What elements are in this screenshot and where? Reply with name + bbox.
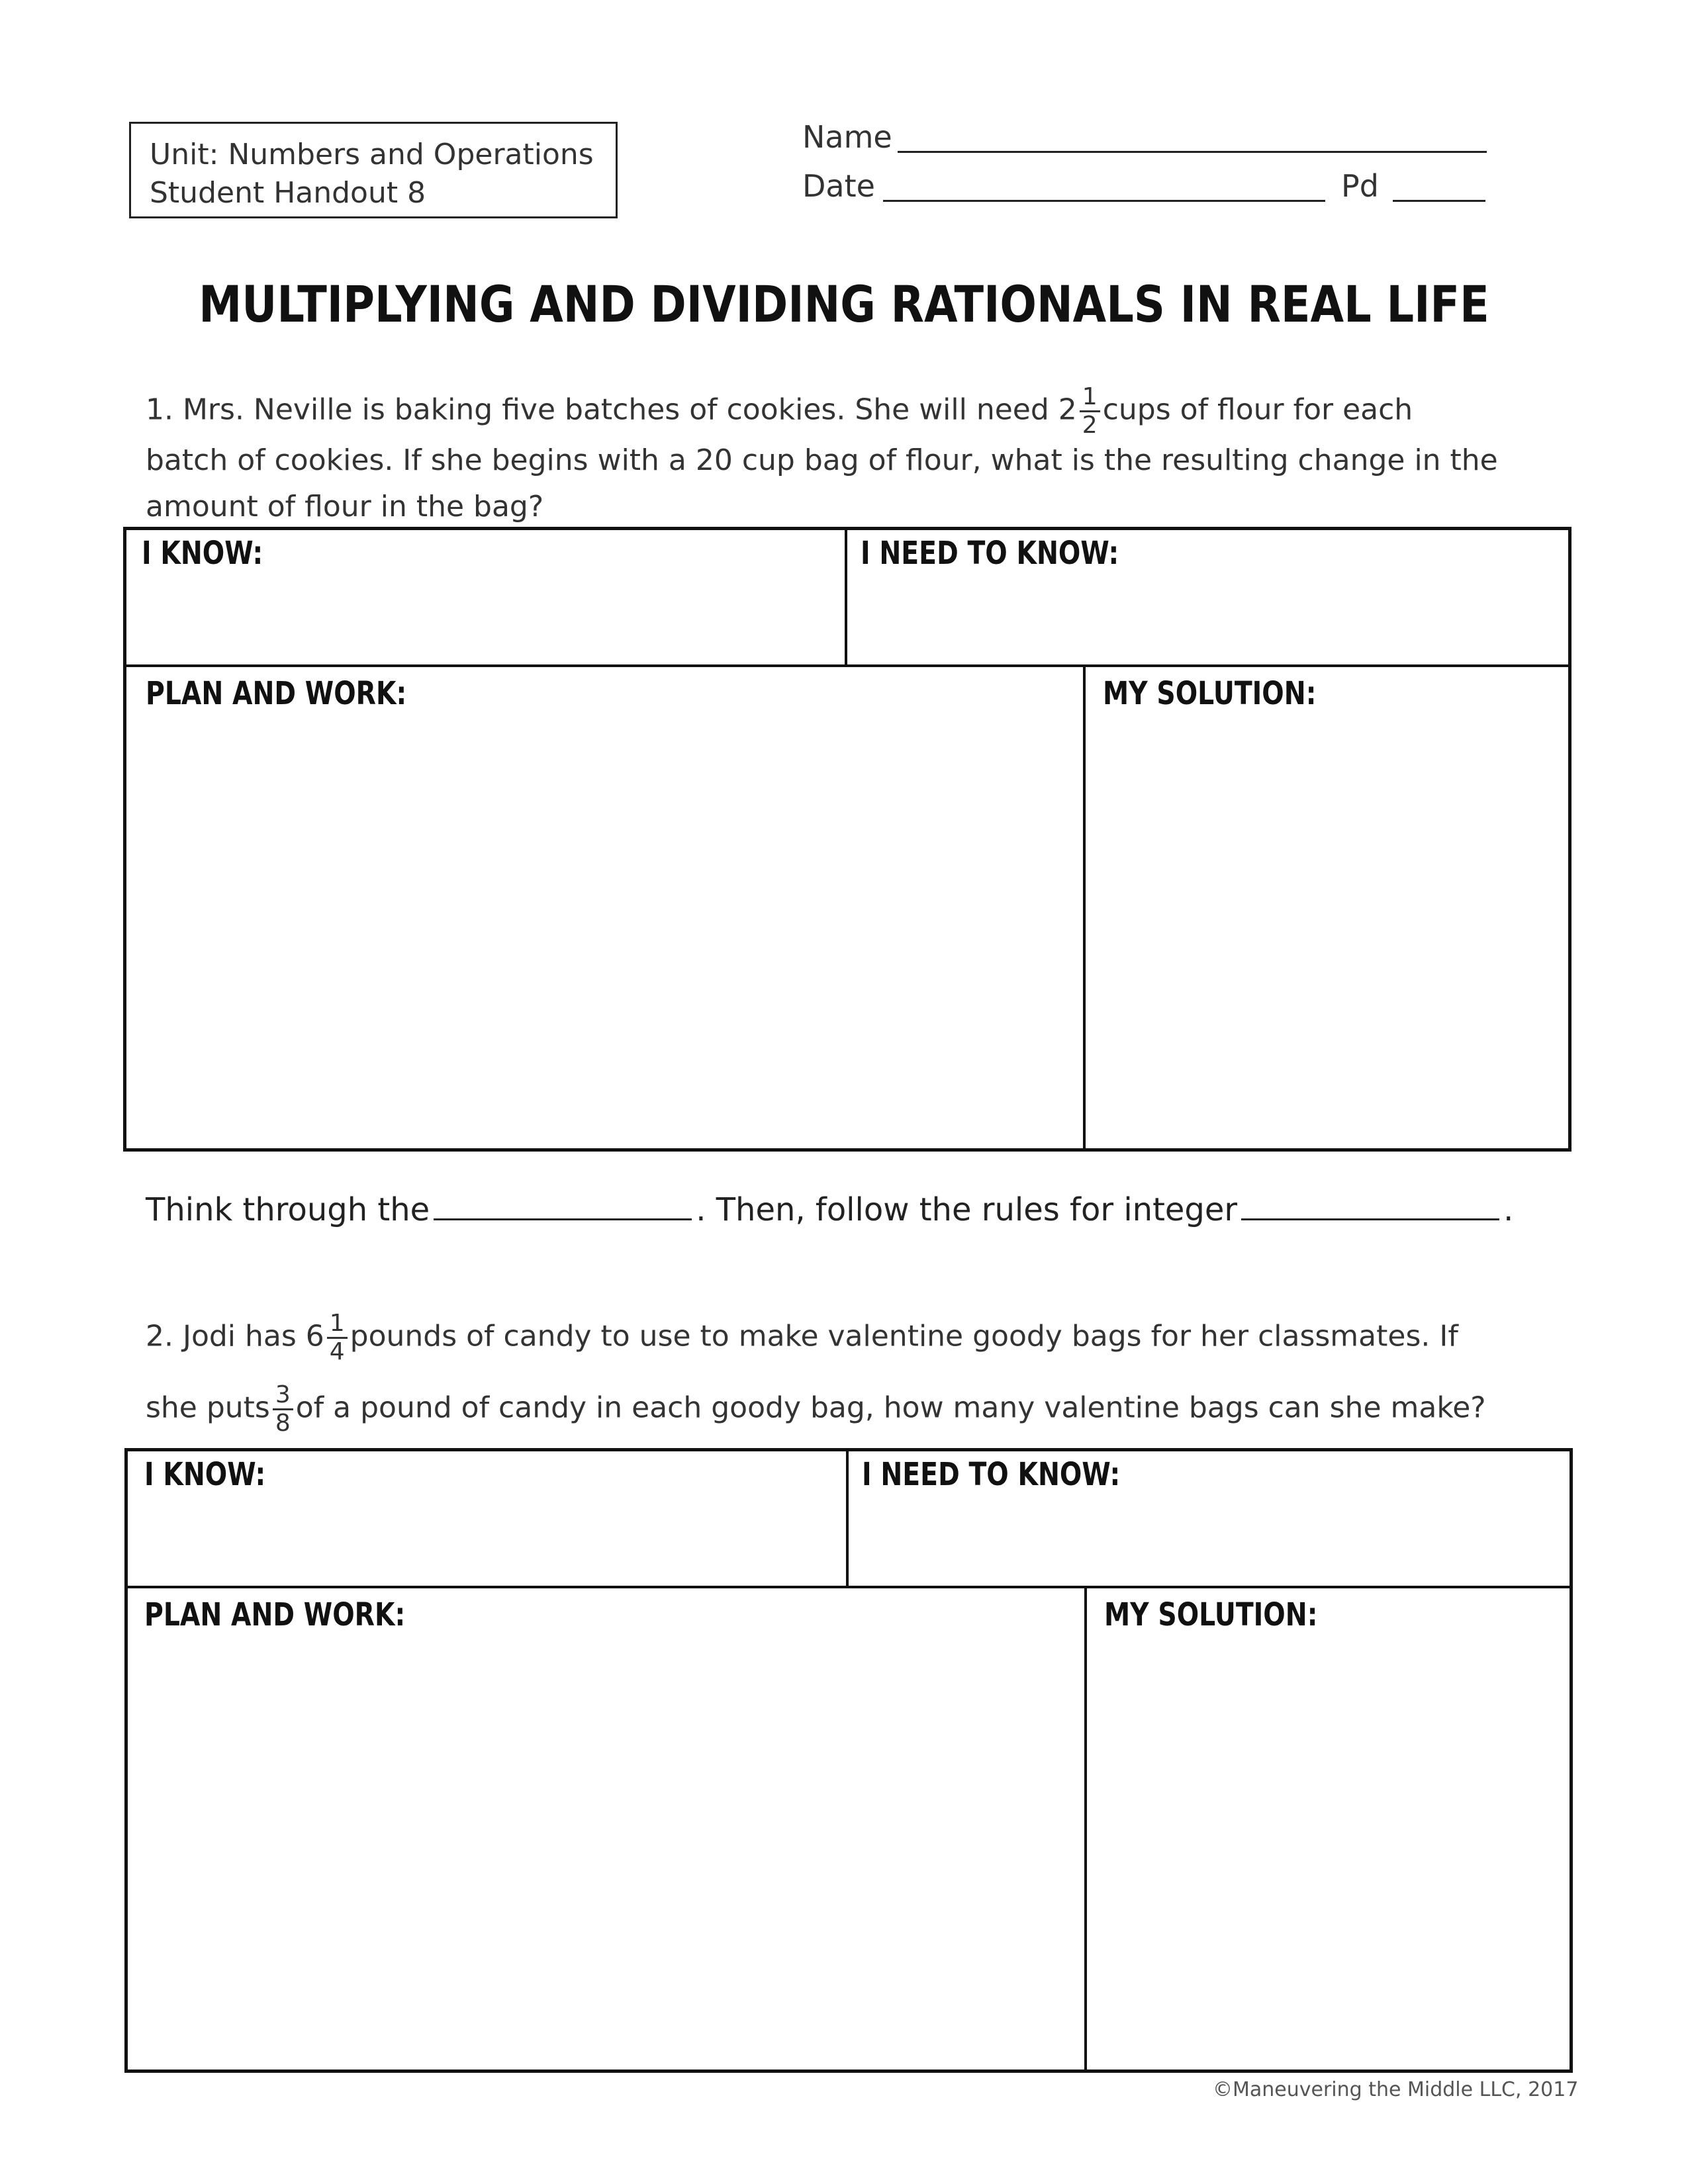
frac-numerator: 1 [1080, 384, 1100, 412]
page-title: MULTIPLYING AND DIVIDING RATIONALS IN REAL LIFE [199, 275, 1489, 334]
i-know-answer-area[interactable] [132, 582, 834, 655]
i-know-label: I KNOW: [144, 1456, 266, 1493]
problem-2-text-b: pounds of candy to use to make valentine goody bags for her classmates. If [350, 1319, 1458, 1353]
date-field[interactable] [883, 200, 1325, 202]
name-field[interactable] [898, 151, 1487, 153]
problem-2-line-1 [146, 1310, 1458, 1365]
i-need-to-know-answer-area[interactable] [854, 582, 1562, 655]
problem-1-text-b: cups of flour for each [1102, 392, 1413, 427]
date-label: Date [802, 168, 875, 204]
my-solution-area[interactable] [1094, 1643, 1564, 2060]
plan-and-work-area[interactable] [134, 1643, 1074, 2060]
think-through-sentence [146, 1191, 1513, 1228]
think-text-1: Think through the [146, 1191, 430, 1228]
unit-info-box [129, 122, 618, 218]
frac-denominator: 4 [329, 1338, 345, 1365]
plan-and-work-area[interactable] [132, 721, 1072, 1138]
frac-numerator: 1 [327, 1310, 348, 1339]
period-label: Pd [1341, 168, 1379, 204]
i-need-to-know-label: I NEED TO KNOW: [862, 1456, 1121, 1493]
my-solution-label: MY SOLUTION: [1103, 675, 1317, 712]
organizer-2-divider-top [846, 1448, 849, 1587]
plan-and-work-label: PLAN AND WORK: [146, 675, 407, 712]
fraction-one-quarter [327, 1310, 348, 1365]
problem-1-text-a: 1. Mrs. Neville is baking five batches of cookies. She will need 2 [146, 392, 1077, 427]
name-label: Name [802, 119, 892, 155]
i-need-to-know-label: I NEED TO KNOW: [861, 535, 1119, 572]
organizer-1-divider-middle [123, 664, 1571, 667]
problem-1-line-2: batch of cookies. If she begins with a 20 cup bag of flour, what is the resulting change in the [146, 443, 1498, 477]
plan-and-work-label: PLAN AND WORK: [144, 1596, 406, 1633]
my-solution-label: MY SOLUTION: [1104, 1596, 1318, 1633]
problem-1-line-1 [146, 384, 1413, 439]
frac-denominator: 2 [1082, 412, 1098, 439]
my-solution-area[interactable] [1092, 721, 1562, 1138]
i-know-answer-area[interactable] [134, 1504, 835, 1576]
frac-numerator: 3 [273, 1382, 293, 1410]
frac-denominator: 8 [275, 1410, 291, 1437]
organizer-1-divider-bottom [1083, 664, 1086, 1152]
problem-2-line-2 [146, 1382, 1486, 1437]
think-blank-1[interactable] [434, 1192, 692, 1220]
i-need-to-know-answer-area[interactable] [855, 1504, 1564, 1576]
problem-2-text-c: she puts [146, 1390, 270, 1425]
think-text-3: . [1503, 1191, 1514, 1228]
problem-2-text-d: of a pound of candy in each goody bag, how many valentine bags can she make? [295, 1390, 1486, 1425]
organizer-2-divider-middle [124, 1586, 1573, 1588]
problem-2-text-a: 2. Jodi has 6 [146, 1319, 324, 1353]
organizer-1-divider-top [845, 527, 847, 666]
organizer-2-divider-bottom [1084, 1586, 1087, 2073]
fraction-three-eighths [273, 1382, 293, 1437]
period-field[interactable] [1393, 200, 1485, 202]
i-know-label: I KNOW: [142, 535, 263, 572]
fraction-one-half [1080, 384, 1100, 439]
unit-label: Unit: Numbers and Operations [150, 138, 594, 171]
problem-1-line-3: amount of flour in the bag? [146, 490, 544, 523]
copyright-notice: ©Maneuvering the Middle LLC, 2017 [1213, 2078, 1579, 2101]
think-blank-2[interactable] [1241, 1192, 1499, 1220]
think-text-2: . Then, follow the rules for integer [696, 1191, 1238, 1228]
handout-label: Student Handout 8 [150, 176, 426, 210]
